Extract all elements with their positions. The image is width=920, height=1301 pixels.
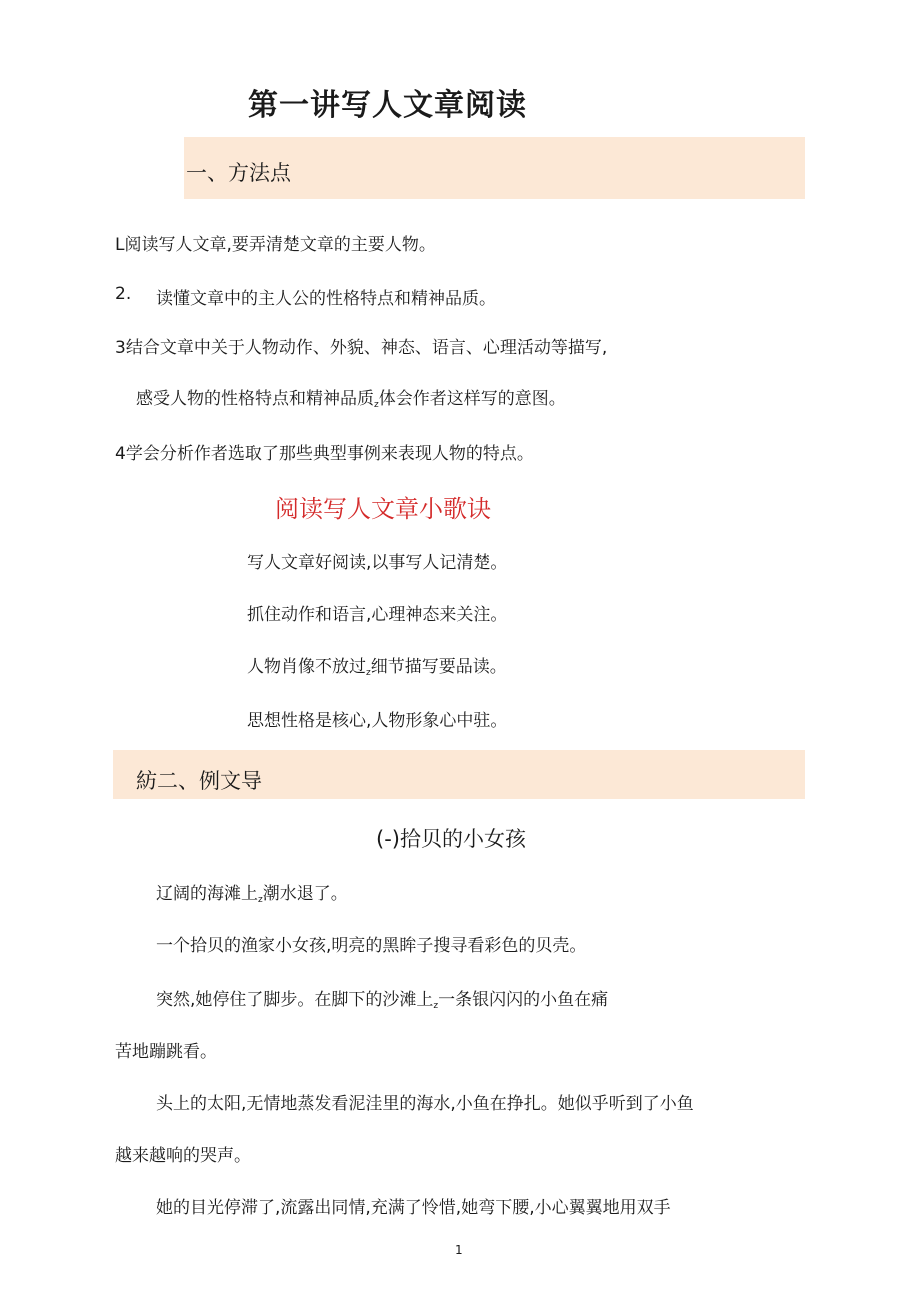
section-heading-methods: 一、方法点 [186,161,291,185]
song-line-2: 抓住动作和语言,心理神态来关注。 [247,605,508,625]
method-item-1: L阅读写人文章,要弄清楚文章的主要人物。 [115,235,436,255]
method-item-3-continued [136,384,566,410]
method-item-3-part-a: 感受人物的性格特点和精神品质 [136,389,374,409]
story-line-3-part-b: 一条银闪闪的小鱼在痛 [438,990,609,1010]
method-item-3-part-b: 体会作者这样写的意图。 [378,389,566,409]
subscript-mark: z [433,1001,439,1011]
page-title: 第一讲写人文章阅读 [248,88,527,123]
story-line-7: 她的目光停滞了,流露出同情,充满了怜惜,她弯下腰,小心翼翼地用双手 [156,1198,671,1218]
story-line-3-part-a: 突然,她停住了脚步。在脚下的沙滩上 [156,990,434,1010]
method-item-2-number: 2. [115,284,132,304]
subscript-mark: z [258,895,263,905]
song-line-3-part-a: 人物肖像不放过 [247,657,366,677]
story-line-2: 一个拾贝的渔家小女孩,明亮的黑眸子搜寻看彩色的贝壳。 [156,936,587,956]
page-number: 1 [455,1243,463,1257]
story-line-1-part-a: 辽阔的海滩上 [156,884,258,904]
method-item-3: 3结合文章中关于人物动作、外貌、神态、语言、心理活动等描写, [115,338,608,358]
method-item-4: 4学会分析作者选取了那些典型事例来表现人物的特点。 [115,444,534,464]
story-title: (-)拾贝的小女孩 [376,827,526,851]
story-line-1 [156,879,348,905]
story-line-5: 头上的太阳,无情地蒸发看泥洼里的海水,小鱼在挣扎。她似乎听到了小鱼 [156,1094,694,1114]
song-line-3 [247,652,507,678]
song-line-1: 写人文章好阅读,以事写人记清楚。 [247,553,508,573]
section-heading-example: 紡二、例文导 [136,769,262,793]
story-line-3 [156,985,608,1011]
song-line-3-part-b: 细节描写要品读。 [370,657,507,677]
story-line-1-part-b: 潮水退了。 [262,884,348,904]
subscript-mark: z [366,668,371,678]
method-item-2: 读懂文章中的主人公的性格特点和精神品质。 [156,289,496,309]
story-line-6: 越来越响的哭声。 [115,1146,251,1166]
song-title: 阅读写人文章小歌诀 [275,495,491,523]
story-line-4: 苦地蹦跳看。 [115,1042,217,1062]
subscript-mark: z [374,400,379,410]
song-line-4: 思想性格是核心,人物形象心中驻。 [247,711,508,731]
